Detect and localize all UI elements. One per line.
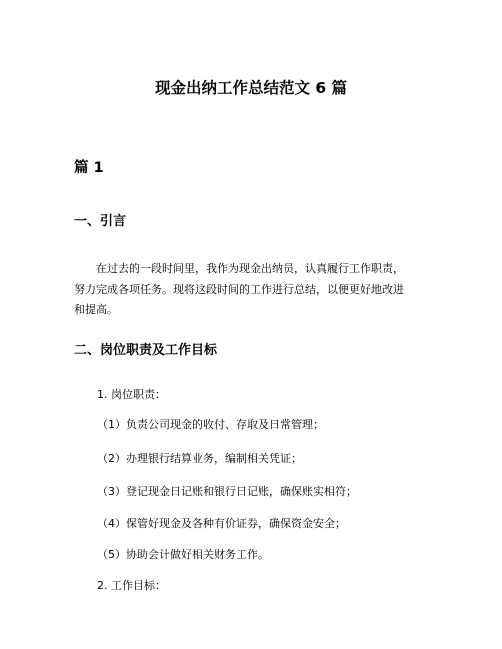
list-item: （1）负责公司现金的收付、存取及日常管理； <box>97 418 324 431</box>
list-item: （5）协助会计做好相关财务工作。 <box>97 548 269 561</box>
paragraph-line: 在过去的一段时间里，我作为现金出纳员，认真履行工作职责， <box>96 262 404 275</box>
paragraph-line: 和提高。 <box>74 303 118 316</box>
intro-paragraph <box>74 259 430 321</box>
subheading-duties: 1. 岗位职责： <box>97 388 166 401</box>
paragraph-line: 努力完成各项任务。现将这段时间的工作进行总结，以便更好地改进 <box>74 282 404 296</box>
part-heading: 篇 1 <box>74 160 104 176</box>
section-heading-duties: 二、岗位职责及工作目标 <box>74 343 218 358</box>
list-item: （4）保管好现金及各种有价证券，确保资金安全； <box>97 517 346 530</box>
subheading-goals: 2. 工作目标： <box>97 579 166 592</box>
section-heading-intro: 一、引言 <box>74 214 127 229</box>
document-title: 现金出纳工作总结范文 6 篇 <box>154 79 348 97</box>
list-item: （2）办理银行结算业务，编制相关凭证； <box>97 452 302 465</box>
list-item: （3）登记现金日记账和银行日记账，确保账实相符； <box>97 485 357 498</box>
